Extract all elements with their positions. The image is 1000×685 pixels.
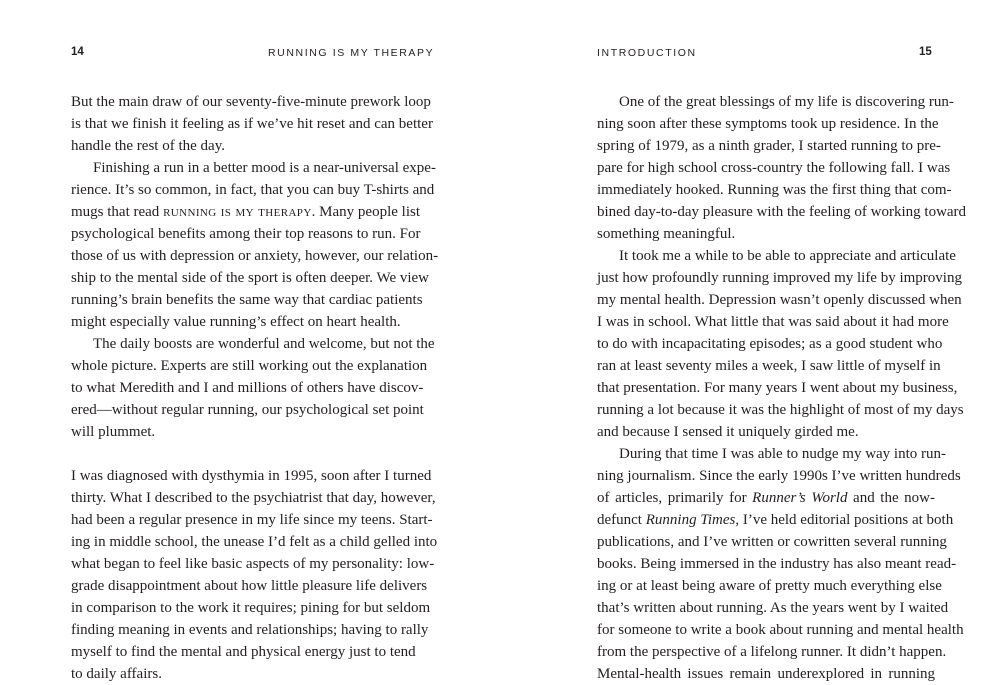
text-line: I was in school. What little that was said about it had more [597,314,949,330]
text-line: ing or at least being aware of pretty much everything else [597,578,942,594]
right-page [500,0,1000,682]
text-line: that presentation. For many years I went about my business, [597,380,958,396]
text-line [597,487,935,509]
text-line: and because I sensed it uniquely girded me. [597,424,859,440]
text-line: It took me a while to be able to appreciate and articulate [619,248,956,264]
text-line: spring of 1979, as a ninth grader, I started running to pre- [597,138,941,154]
running-head-left: RUNNING IS MY THERAPY [268,47,435,59]
text-line: to daily affairs. [71,666,162,682]
text-line: my mental health. Depression wasn’t openly discussed when [597,292,962,308]
text-line: in comparison to the work it requires; pining for but seldom [71,600,431,616]
text-line: thirty. What I described to the psychiatrist that day, however, [71,490,436,506]
text-line: to what Meredith and I and millions of others have discov- [71,380,424,396]
text-segment: defunct [597,512,642,528]
text-line: immediately hooked. Running was the first thing that com- [597,182,952,198]
text-line: pare for high school cross-country the following fall. I was [597,160,951,176]
text-segment: of articles, primarily for [597,490,747,506]
text-line: will plummet. [71,424,156,440]
text-segment: mugs that read [71,204,160,220]
text-line: handle the rest of the day. [71,138,225,154]
text-line: what began to feel like basic aspects of my personality: low- [71,556,435,572]
text-line: Finishing a run in a better mood is a near-universal expe- [93,160,436,176]
text-line: from the perspective of a lifelong runner. It didn’t happen. [597,644,947,660]
text-line: During that time I was able to nudge my way into run- [619,446,947,462]
text-line: something meaningful. [597,226,736,242]
text-line: psychological benefits among their top reasons to run. For [71,226,421,242]
text-line: ran at least seventy miles a week, I saw little of myself in [597,358,941,374]
text-line: ered—without regular running, our psychological set point [71,402,424,418]
text-line: to do with incapacitating episodes; as a good student who [597,336,943,352]
text-line: ning journalism. Since the early 1990s I’ve written hundreds [597,468,961,484]
left-page [0,0,500,682]
text-line: finding meaning in events and relationships; having to rally [71,622,429,638]
text-line: had been a regular presence in my life since my teens. Start- [71,512,433,528]
text-segment: . Many people list [311,204,420,220]
text-line: bined day-to-day pleasure with the feeling of working toward [597,204,967,220]
text-line [597,509,954,531]
text-segment: and the now- [853,490,935,506]
page-number-right: 15 [919,46,932,58]
running-head-right: INTRODUCTION [597,47,697,59]
text-line: But the main draw of our seventy-five-minute prework loop [71,94,431,110]
text-line: might especially value running’s effect on heart health. [71,314,401,330]
text-line: The daily boosts are wonderful and welcome, but not the [93,336,435,352]
left-body-text [71,91,439,685]
text-line: those of us with depression or anxiety, however, our relation- [71,248,439,264]
text-line [71,201,420,223]
text-line: myself to find the mental and physical energy just to tend [71,644,416,660]
text-line: books. Being immersed in the industry has also meant read- [597,556,957,572]
small-caps-slogan: running is my therapy [163,204,312,220]
text-line: I was diagnosed with dysthymia in 1995, soon after I turned [71,468,432,484]
page-number-left: 14 [71,46,84,58]
text-line: grade disappointment about how little pleasure life delivers [71,578,428,594]
text-line: publications, and I’ve written or cowritten several running [597,534,947,550]
text-segment: , I’ve held editorial positions at both [735,512,954,528]
text-line: that’s written about running. As the years went by I waited [597,600,949,616]
right-body-text [597,91,967,685]
italic-title-runners-world: Runner’s World [752,490,848,506]
text-line: ning soon after these symptoms took up residence. In the [597,116,939,132]
text-line: just how profoundly running improved my life by improving [597,270,962,286]
text-line: running’s brain benefits the same way that cardiac patients [71,292,423,308]
text-line: running a lot because it was the highlight of most of my days [597,402,964,418]
text-line: whole picture. Experts are still working out the explanation [71,358,428,374]
italic-title-running-times: Running Times [645,512,736,528]
text-line: is that we finish it feeling as if we’ve hit reset and can better [71,116,433,132]
text-line: Mental-health issues remain underexplored in running [597,666,935,682]
text-line: ship to the mental side of the sport is often deeper. We view [71,270,430,286]
section-break [71,443,409,465]
text-line: rience. It’s so common, in fact, that you can buy T-shirts and [71,182,435,198]
text-line: One of the great blessings of my life is discovering run- [619,94,954,110]
text-line: ing in middle school, the unease I’d felt as a child gelled into [71,534,438,550]
text-line: for someone to write a book about running and mental health [597,622,964,638]
